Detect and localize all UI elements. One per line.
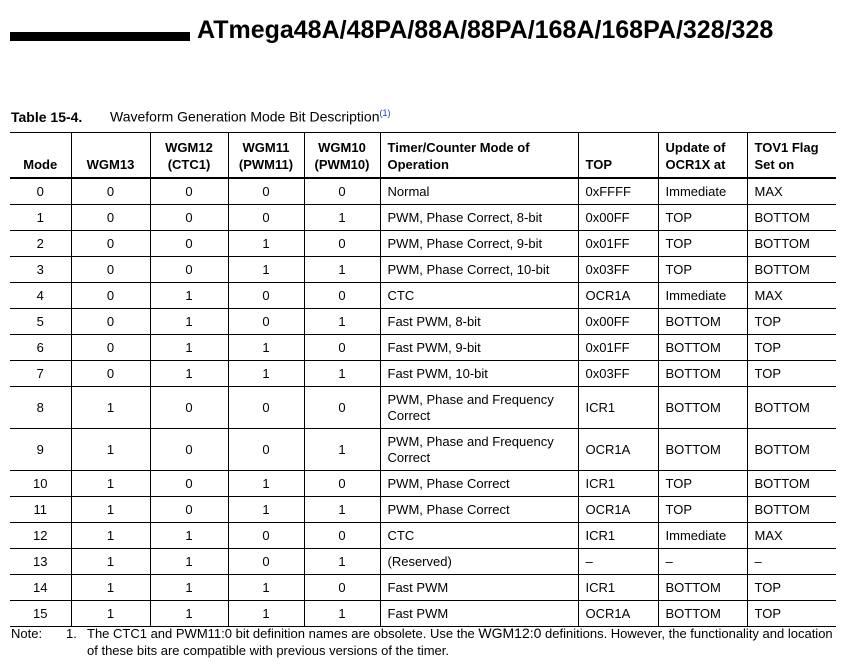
table-cell: BOTTOM [658,429,747,471]
table-cell: 1 [71,497,150,523]
table-cell: OCR1A [578,429,658,471]
table-cell: 1 [150,523,228,549]
table-cell: 1 [71,523,150,549]
column-header-line: Update of [665,140,726,155]
column-header [658,133,747,179]
column-header-line: (PWM10) [314,157,370,172]
table-row [10,575,836,601]
table-cell: 0 [304,283,380,309]
table-cell: 0 [228,283,304,309]
column-header-line: WGM13 [86,157,135,172]
table-cell: 1 [228,497,304,523]
column-header-line: TOV1 Flag [754,140,819,155]
table-cell: 0 [71,283,150,309]
table-cell: Immediate [658,178,747,205]
table-cell: 0 [71,361,150,387]
column-header [380,133,578,179]
note-text [87,625,841,659]
table-cell: 10 [10,471,71,497]
table-cell: 1 [228,471,304,497]
table-cell: BOTTOM [747,471,836,497]
table-cell: 1 [304,257,380,283]
table-cell: 0x00FF [578,309,658,335]
table-cell: 1 [150,361,228,387]
table-cell: BOTTOM [747,257,836,283]
column-header [304,133,380,179]
table-cell: PWM, Phase and Frequency Correct [380,387,578,429]
table-note [11,625,841,659]
column-header-line: (PWM11) [238,157,294,172]
table-cell: 0 [71,309,150,335]
table-cell: 0 [228,429,304,471]
table-cell: BOTTOM [747,497,836,523]
table-cell: 13 [10,549,71,575]
table-row [10,178,836,205]
table-cell: 0x03FF [578,361,658,387]
table-row [10,471,836,497]
table-cell: (Reserved) [380,549,578,575]
header-rule [10,32,190,41]
column-header-line: Set on [754,157,795,172]
table-cell: ICR1 [578,471,658,497]
footnote-ref-link[interactable]: (1) [379,108,391,118]
table-cell: Fast PWM [380,575,578,601]
table-cell: 0xFFFF [578,178,658,205]
column-header [578,133,658,179]
note-text-part: definitions. However, the functionality and location of these bits are compatible with previous versions of the timer. [87,626,833,658]
table-cell: 0 [71,335,150,361]
table-cell: TOP [658,471,747,497]
table-cell: BOTTOM [658,601,747,627]
table-cell: CTC [380,523,578,549]
table-cell: 11 [10,497,71,523]
table-cell: 1 [150,575,228,601]
table-row [10,309,836,335]
table-cell: 1 [150,601,228,627]
table-cell: PWM, Phase Correct, 8-bit [380,205,578,231]
table-cell: 0 [150,387,228,429]
table-cell: 1 [304,497,380,523]
table-cell: 0 [150,429,228,471]
table-row [10,549,836,575]
table-row [10,231,836,257]
table-cell: Immediate [658,523,747,549]
note-text-part: The CTC1 and PWM11:0 bit definition names are obsolete. Use the [87,626,479,641]
table-cell: 1 [228,257,304,283]
table-cell: 1 [304,601,380,627]
table-caption [11,108,390,125]
table-cell: TOP [747,601,836,627]
note-label: Note: [11,626,43,641]
table-header-row [10,133,836,179]
table-row [10,205,836,231]
column-header-line: WGM12 [165,140,213,155]
table-cell: 0 [150,471,228,497]
table-cell: 14 [10,575,71,601]
table-cell: BOTTOM [658,361,747,387]
table-cell: BOTTOM [658,575,747,601]
table-cell: 1 [304,309,380,335]
table-cell: TOP [747,335,836,361]
table-cell: BOTTOM [658,309,747,335]
table-cell: 0 [304,231,380,257]
table-cell: OCR1A [578,601,658,627]
table-cell: 12 [10,523,71,549]
table-cell: 3 [10,257,71,283]
table-cell: 0 [228,387,304,429]
table-cell: TOP [747,575,836,601]
table-cell: Fast PWM [380,601,578,627]
table-cell: MAX [747,283,836,309]
table-cell: PWM, Phase Correct [380,471,578,497]
table-cell: 0 [228,205,304,231]
table-cell: ICR1 [578,575,658,601]
column-header-line: OCR1X at [665,157,726,172]
wgm-definition-link[interactable]: WGM12:0 [478,625,542,641]
table-cell: 1 [228,361,304,387]
table-cell: 1 [304,549,380,575]
column-header [71,133,150,179]
table-cell: MAX [747,523,836,549]
table-cell: 0x03FF [578,257,658,283]
table-cell: OCR1A [578,497,658,523]
table-cell: 8 [10,387,71,429]
column-header-line: Timer/Counter Mode of [387,140,530,155]
table-cell: BOTTOM [747,231,836,257]
table-cell: OCR1A [578,283,658,309]
table-cell: 1 [228,231,304,257]
table-cell: BOTTOM [747,429,836,471]
table-cell: 0 [150,178,228,205]
table-cell: 0 [71,231,150,257]
table-cell: 0x01FF [578,231,658,257]
table-cell: 0 [228,523,304,549]
table-cell: 0 [150,497,228,523]
table-cell: 0 [150,205,228,231]
table-cell: 7 [10,361,71,387]
table-cell: BOTTOM [658,387,747,429]
table-row [10,257,836,283]
table-cell: 1 [150,549,228,575]
table-cell: 1 [304,361,380,387]
waveform-mode-table [10,132,836,627]
column-header-line: (CTC1) [167,157,211,172]
table-caption-text: Waveform Generation Mode Bit Description [110,108,380,125]
table-cell: 0 [71,178,150,205]
table-cell: TOP [658,497,747,523]
table-cell: 9 [10,429,71,471]
table-cell: BOTTOM [747,387,836,429]
table-cell: 4 [10,283,71,309]
table-cell: Immediate [658,283,747,309]
table-cell: – [578,549,658,575]
table-row [10,601,836,627]
table-cell: PWM, Phase Correct [380,497,578,523]
table-cell: 0 [150,231,228,257]
table-cell: TOP [658,231,747,257]
table-cell: 2 [10,231,71,257]
table-cell: Normal [380,178,578,205]
table-cell: PWM, Phase and Frequency Correct [380,429,578,471]
table-cell: – [658,549,747,575]
note-number: 1. [66,626,77,641]
table-cell: 1 [71,601,150,627]
table-row [10,335,836,361]
table-cell: – [747,549,836,575]
table-cell: 0x01FF [578,335,658,361]
table-cell: TOP [658,205,747,231]
table-cell: 1 [71,387,150,429]
table-cell: Fast PWM, 10-bit [380,361,578,387]
table-cell: 1 [150,335,228,361]
table-cell: 0 [304,178,380,205]
table-cell: CTC [380,283,578,309]
table-cell: 1 [10,205,71,231]
table-cell: 1 [71,429,150,471]
table-cell: 1 [71,575,150,601]
column-header-line: WGM11 [242,140,290,155]
column-header-line: WGM10 [318,140,366,155]
table-row [10,283,836,309]
table-cell: 0x00FF [578,205,658,231]
table-row [10,429,836,471]
table-cell: 0 [304,335,380,361]
table-cell: 0 [304,387,380,429]
table-cell: 0 [304,575,380,601]
column-header-line: TOP [585,157,612,172]
column-header [10,133,71,179]
table-cell: 1 [71,471,150,497]
table-cell: 1 [228,335,304,361]
table-cell: 0 [304,471,380,497]
table-cell: 1 [150,309,228,335]
table-cell: 0 [304,523,380,549]
table-cell: 1 [71,549,150,575]
table-cell: 1 [228,575,304,601]
table-cell: TOP [658,257,747,283]
table-cell: 1 [150,283,228,309]
table-row [10,497,836,523]
table-cell: 0 [10,178,71,205]
table-cell: 1 [304,429,380,471]
table-cell: TOP [747,309,836,335]
table-cell: Fast PWM, 9-bit [380,335,578,361]
table-cell: ICR1 [578,523,658,549]
table-cell: 0 [150,257,228,283]
table-cell: 0 [228,549,304,575]
column-header [228,133,304,179]
table-row [10,361,836,387]
table-cell: 5 [10,309,71,335]
column-header-line: Mode [23,157,58,172]
table-cell: BOTTOM [658,335,747,361]
table-cell: MAX [747,178,836,205]
table-cell: TOP [747,361,836,387]
table-cell: BOTTOM [747,205,836,231]
table-cell: 0 [71,257,150,283]
table-cell: 1 [228,601,304,627]
table-caption-label: Table 15-4. [11,108,83,125]
table-cell: Fast PWM, 8-bit [380,309,578,335]
column-header-line: Operation [387,157,449,172]
table-cell: 6 [10,335,71,361]
table-cell: 15 [10,601,71,627]
column-header [747,133,836,179]
table-cell: 1 [304,205,380,231]
column-header [150,133,228,179]
page-title: ATmega48A/48PA/88A/88PA/168A/168PA/328/328 [197,16,774,44]
table-row [10,387,836,429]
table-cell: PWM, Phase Correct, 9-bit [380,231,578,257]
table-cell: 0 [71,205,150,231]
table-row [10,523,836,549]
table-cell: PWM, Phase Correct, 10-bit [380,257,578,283]
table-cell: ICR1 [578,387,658,429]
table-cell: 0 [228,309,304,335]
table-cell: 0 [228,178,304,205]
